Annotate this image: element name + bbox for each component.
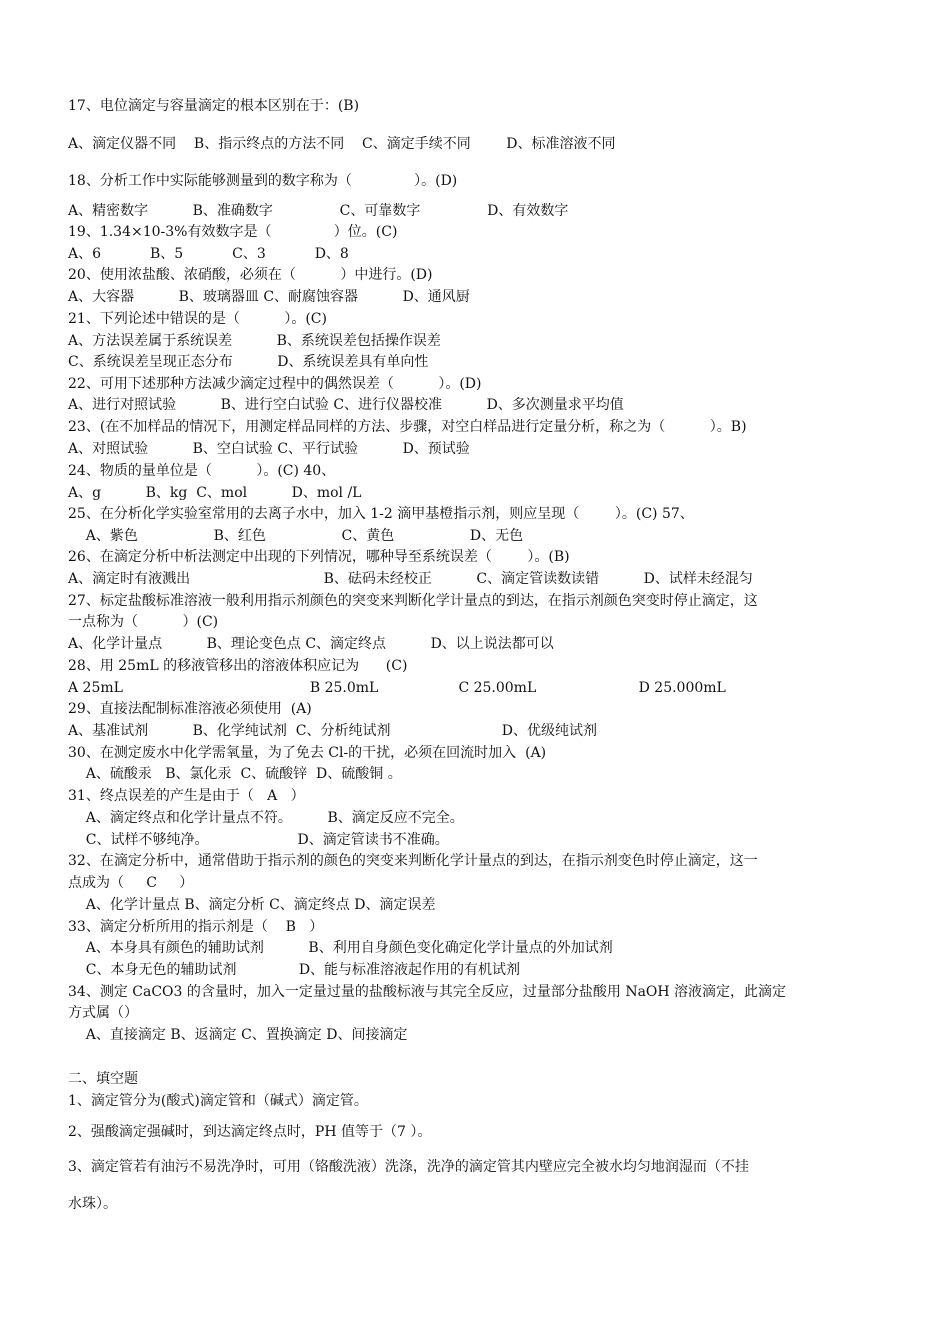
- section-heading-fill-in: 二、填空题: [68, 1071, 138, 1087]
- question-29: 29、直接法配制标准溶液必须使用 (A): [68, 701, 312, 717]
- question-21: 21、下列论述中错误的是（ ）。(C): [68, 311, 327, 327]
- question-21-options-ab: A、方法误差属于系统误差 B、系统误差包括操作误差: [68, 333, 441, 349]
- question-33-options-cd: C、本身无色的辅助试剂 D、能与标准溶液起作用的有机试剂: [68, 962, 521, 978]
- fill-in-1: 1、滴定管分为(酸式)滴定管和（碱式）滴定管。: [68, 1093, 368, 1109]
- question-30: 30、在测定废水中化学需氧量，为了免去 Cl-的干扰，必须在回流时加入 (A): [68, 745, 547, 761]
- fill-in-2: 2、强酸滴定强碱时，到达滴定终点时，PH 值等于（7 ）。: [68, 1124, 432, 1140]
- question-20-options: A、大容器 B、玻璃器皿 C、耐腐蚀容器 D、通风厨: [68, 289, 470, 305]
- question-24: 24、物质的量单位是（ ）。(C) 40、: [68, 463, 336, 479]
- question-17-options: A、滴定仪器不同 B、指示终点的方法不同 C、滴定手续不同 D、标准溶液不同: [68, 136, 616, 152]
- fill-in-3: 3、滴定管若有油污不易洗净时，可用（铬酸洗液）洗涤，洗净的滴定管其内壁应完全被水均匀地润湿而（不挂: [68, 1159, 749, 1175]
- question-31-options-ab: A、滴定终点和化学计量点不符。 B、滴定反应不完全。: [68, 810, 464, 826]
- question-31: 31、终点误差的产生是由于（ A ）: [68, 788, 305, 804]
- question-21-options-cd: C、系统误差呈现正态分布 D、系统误差具有单向性: [68, 354, 429, 370]
- question-17: 17、电位滴定与容量滴定的根本区别在于：(B): [68, 98, 360, 114]
- question-34: 34、测定 CaCO3 的含量时，加入一定量过量的盐酸标液与其完全反应，过量部分盐酸用 NaOH 溶液滴定，此滴定: [68, 984, 787, 1000]
- question-19-options: A、6 B、5 C、3 D、8: [68, 246, 349, 262]
- question-25: 25、在分析化学实验室常用的去离子水中，加入 1-2 滴甲基橙指示剂，则应呈现（ ）。(C) 57、: [68, 506, 694, 522]
- question-29-options: A、基准试剂 B、化学纯试剂 C、分析纯试剂 D、优级纯试剂: [68, 723, 597, 739]
- question-22: 22、可用下述那种方法减少滴定过程中的偶然误差（ ）。(D): [68, 376, 482, 392]
- question-26: 26、在滴定分析中析法测定中出现的下列情况，哪种导至系统误差（ ）。(B): [68, 549, 570, 565]
- question-28: 28、用 25mL 的移液管移出的溶液体积应记为 (C): [68, 658, 408, 674]
- question-28-options: A 25mL B 25.0mL C 25.00mL D 25.000mL: [68, 680, 726, 696]
- question-33-options-ab: A、本身具有颜色的辅助试剂 B、利用自身颜色变化确定化学计量点的外加试剂: [68, 940, 613, 956]
- question-32-options: A、化学计量点 B、滴定分析 C、滴定终点 D、滴定误差: [68, 897, 436, 913]
- question-20: 20、使用浓盐酸、浓硝酸，必须在（ ）中进行。(D): [68, 267, 433, 283]
- question-32-cont: 点成为（ C ）: [68, 875, 194, 891]
- question-32: 32、在滴定分析中，通常借助于指示剂的颜色的突变来判断化学计量点的到达，在指示剂变色时停止滴定，这一: [68, 853, 758, 869]
- question-33: 33、滴定分析所用的指示剂是（ B ）: [68, 919, 324, 935]
- question-19: 19、1.34×10-3%有效数字是（ ）位。(C): [68, 224, 398, 240]
- fill-in-3-cont: 水珠）。: [68, 1196, 117, 1212]
- question-23-options: A、对照试验 B、空白试验 C、平行试验 D、预试验: [68, 441, 470, 457]
- question-26-options: A、滴定时有液溅出 B、砝码未经校正 C、滴定管读数读错 D、试样未经混匀: [68, 571, 753, 587]
- question-24-options: A、g B、kg C、mol D、mol /L: [68, 485, 362, 501]
- question-18: 18、分析工作中实际能够测量到的数字称为（ ）。(D): [68, 173, 458, 189]
- question-23: 23、(在不加样品的情况下，用测定样品同样的方法、步骤，对空白样品进行定量分析，称之为（ ）。B): [68, 419, 747, 435]
- question-22-options: A、进行对照试验 B、进行空白试验 C、进行仪器校准 D、多次测量求平均值: [68, 397, 624, 413]
- question-31-options-cd: C、试样不够纯净。 D、滴定管读书不准确。: [68, 832, 449, 848]
- question-25-options: A、紫色 B、红色 C、黄色 D、无色: [68, 528, 524, 544]
- question-34-options: A、直接滴定 B、返滴定 C、置换滴定 D、间接滴定: [68, 1027, 408, 1043]
- question-30-options: A、硫酸汞 B、氯化汞 C、硫酸锌 D、硫酸铜 。: [68, 766, 402, 782]
- question-18-options: A、精密数字 B、准确数字 C、可靠数字 D、有效数字: [68, 203, 569, 219]
- question-34-cont: 方式属（）: [68, 1005, 138, 1021]
- question-27-cont: 一点称为（ ）(C): [68, 614, 219, 630]
- question-27-options: A、化学计量点 B、理论变色点 C、滴定终点 D、以上说法都可以: [68, 636, 554, 652]
- question-27: 27、标定盐酸标准溶液一般利用指示剂颜色的突变来判断化学计量点的到达，在指示剂颜色突变时停止滴定，这: [68, 593, 758, 609]
